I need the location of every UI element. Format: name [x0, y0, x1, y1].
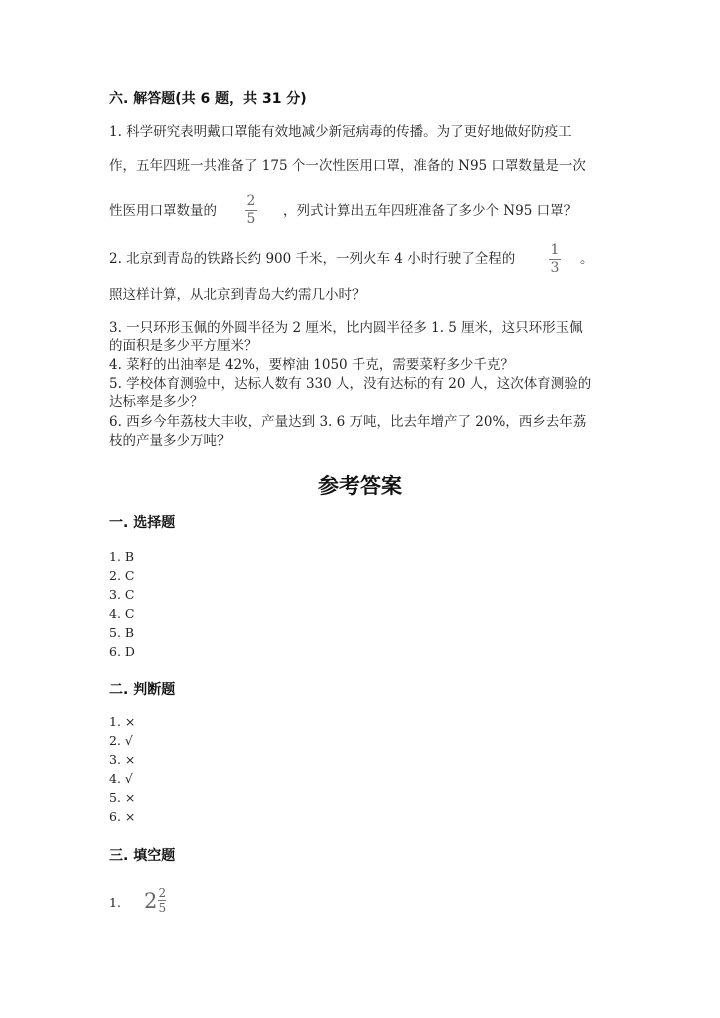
q3-line1: 3. 一只环形玉佩的外圆半径为 2 厘米，比内圆半径多 1. 5 厘米，这只环形玉佩 — [109, 320, 583, 336]
answer-judge-item: 3. × — [109, 752, 136, 767]
answer-choice-item: 1. B — [109, 549, 135, 564]
q3-line2: 的面积是多少平方厘米？ — [109, 338, 258, 354]
answers-title: 参考答案 — [318, 474, 402, 498]
q6-line1: 6. 西乡今年荔枝大丰收，产量达到 3. 6 万吨，比去年增产了 20%，西乡去年荔 — [109, 414, 587, 430]
answers-choice-heading: 一. 选择题 — [109, 515, 176, 531]
q1-line3-before: 性医用口罩数量的 — [109, 203, 217, 219]
answer-choice-item: 6. D — [109, 644, 135, 659]
q2-fraction — [549, 243, 561, 276]
mixed-number-fraction — [158, 887, 166, 914]
answers-fill-heading: 三. 填空题 — [109, 848, 176, 864]
q2-fraction-numerator: 1 — [550, 242, 560, 258]
answer-judge-item: 6. × — [109, 809, 136, 824]
q4-line1: 4. 菜籽的出油率是 42%，要榨油 1050 千克，需要菜籽多少千克？ — [109, 357, 514, 373]
q1-fraction — [245, 194, 257, 227]
q1-line3-after: ，列式计算出五年四班准备了多少个 N95 口罩？ — [283, 203, 578, 219]
answer-judge-item: 2. √ — [109, 733, 133, 748]
mixed-number-denominator: 5 — [158, 901, 167, 915]
mixed-number-numerator: 2 — [158, 886, 167, 900]
answer-fill-mixed-number — [144, 887, 166, 914]
q2-line1-before: 2. 北京到青岛的铁路长约 900 千米，一列火车 4 小时行驶了全程的 — [109, 251, 516, 267]
q2-fraction-denominator: 3 — [550, 260, 560, 276]
q5-line1: 5. 学校体育测验中，达标人数有 330 人，没有达标的有 20 人，这次体育测验的 — [109, 376, 592, 392]
q1-line2: 作，五年四班一共准备了 175 个一次性医用口罩，准备的 N95 口罩数量是一次 — [109, 158, 586, 174]
section-heading-solve: 六. 解答题(共 6 题，共 31 分) — [109, 91, 307, 107]
q1-line1: 1. 科学研究表明戴口罩能有效地减少新冠病毒的传播。为了更好地做好防疫工 — [109, 124, 572, 140]
answer-judge-item: 1. × — [109, 714, 136, 729]
q2-line1-after: 。 — [580, 251, 594, 267]
answer-judge-item: 4. √ — [109, 771, 133, 786]
answer-choice-item: 3. C — [109, 587, 135, 602]
answer-fill-item-label: 1. — [109, 895, 121, 910]
q1-fraction-denominator: 5 — [246, 211, 256, 227]
answer-judge-item: 5. × — [109, 790, 136, 805]
q6-line2: 枝的产量多少万吨？ — [109, 433, 231, 449]
q1-fraction-numerator: 2 — [246, 193, 256, 209]
answers-choice-list — [109, 547, 135, 661]
answer-choice-item: 4. C — [109, 606, 135, 621]
mixed-number-whole: 2 — [144, 888, 158, 913]
answers-judge-heading: 二. 判断题 — [109, 682, 176, 698]
answer-choice-item: 2. C — [109, 568, 135, 583]
q5-line2: 达标率是多少？ — [109, 394, 204, 410]
q2-line2: 照这样计算，从北京到青岛大约需几小时？ — [109, 287, 366, 303]
answer-choice-item: 5. B — [109, 625, 135, 640]
answers-judge-list — [109, 712, 135, 826]
